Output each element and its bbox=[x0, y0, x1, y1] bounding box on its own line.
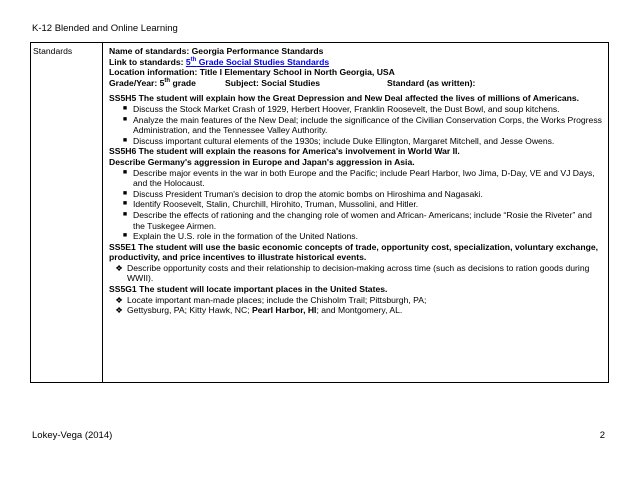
standards-link[interactable] bbox=[186, 57, 329, 67]
column-divider bbox=[102, 43, 103, 382]
grade-field bbox=[109, 78, 225, 89]
square-bullet-icon: ■ bbox=[122, 115, 128, 123]
last-item-bold: Pearl Harbor, HI bbox=[251, 305, 317, 316]
standards-name: Name of standards: Georgia Performance Standards bbox=[109, 46, 324, 56]
grade-sup: th bbox=[164, 77, 171, 84]
list-item-text: Discuss important cultural elements of the 1930s; include Duke Ellington, Margaret Mitchell, and Jesse Owens. bbox=[133, 135, 555, 146]
diamond-bullet-icon: ❖ bbox=[115, 294, 123, 305]
ss5h6-heading: SS5H6 The student will explain the reasons for America's involvement in World War II. bbox=[109, 146, 460, 157]
square-bullet-icon: ■ bbox=[122, 189, 128, 197]
list-item bbox=[117, 104, 605, 115]
standards-content bbox=[109, 46, 605, 316]
square-bullet-icon: ■ bbox=[122, 200, 128, 208]
list-item bbox=[117, 115, 605, 136]
list-item bbox=[117, 210, 605, 231]
list-item bbox=[111, 305, 605, 316]
list-item-text: Describe the effects of rationing and the changing role of women and African- Americans; include “Rosie the Riveter” and the Tuskegee Airmen. bbox=[133, 209, 592, 231]
list-item-text: Describe major events in the war in both Europe and the Pacific; include Pearl Harbor, Iwo Jima, D-Day, VE and VJ Days, and the Holocaust. bbox=[133, 167, 595, 189]
standards-table bbox=[30, 42, 609, 383]
grade-prefix: Grade/Year: 5 bbox=[109, 77, 165, 88]
diamond-bullet-icon: ❖ bbox=[115, 262, 123, 273]
link-sup: th bbox=[190, 56, 197, 63]
list-item bbox=[117, 189, 605, 200]
list-item-text: Locate important man-made places; include the Chisholm Trail; Pittsburgh, PA; bbox=[127, 294, 427, 305]
last-item-prefix: Gettysburg, PA; Kitty Hawk, NC; bbox=[127, 305, 252, 316]
square-bullet-icon: ■ bbox=[122, 168, 128, 176]
list-item-text: Identify Roosevelt, Stalin, Churchill, Hirohito, Truman, Mussolini, and Hitler. bbox=[133, 199, 419, 210]
list-item-text bbox=[127, 305, 605, 316]
standard-as-written: Standard (as written): bbox=[387, 77, 476, 88]
square-bullet-icon: ■ bbox=[122, 104, 128, 112]
list-item-text: Explain the U.S. role in the formation of the United Nations. bbox=[133, 231, 358, 242]
link-text: Grade Social Studies Standards bbox=[196, 56, 330, 67]
list-item bbox=[117, 231, 605, 242]
grade-subject-line bbox=[109, 78, 605, 89]
location-info: Location information: Title I Elementary School in North Georgia, USA bbox=[109, 67, 395, 78]
square-bullet-icon: ■ bbox=[122, 210, 128, 218]
standards-link-line bbox=[109, 57, 605, 68]
link-prefix: Link to standards: bbox=[109, 56, 186, 67]
square-bullet-icon: ■ bbox=[122, 136, 128, 144]
grade-rest: grade bbox=[170, 77, 196, 88]
page-number: 2 bbox=[599, 430, 605, 441]
list-item-text: Discuss the Stock Market Crash of 1929, Herbert Hoover, Franklin Roosevelt, the Dust Bowl, and soup kitchens. bbox=[133, 103, 560, 114]
ss5h6-subheading: Describe Germany's aggression in Europe and Japan's aggression in Asia. bbox=[109, 156, 415, 167]
list-item bbox=[117, 168, 605, 189]
ss5h5-heading: SS5H5 The student will explain how the Great Depression and New Deal affected the lives of millions of Americans. bbox=[109, 93, 580, 104]
subject-field: Subject: Social Studies bbox=[225, 77, 321, 88]
list-item-text: Describe opportunity costs and their relationship to decision-making across time (such as decisions to ration goods during WWII). bbox=[127, 262, 590, 284]
square-bullet-icon: ■ bbox=[122, 232, 128, 240]
diamond-bullet-icon: ❖ bbox=[115, 305, 123, 316]
list-item bbox=[111, 295, 605, 306]
ss5e1-heading: SS5E1 The student will use the basic economic concepts of trade, opportunity cost, specialization, voluntary exchange, productivity, and price incentives to illustrate historical events. bbox=[109, 241, 599, 263]
list-item bbox=[111, 263, 605, 284]
list-item-text: Analyze the main features of the New Deal; include the significance of the Civilian Conservation Corps, the Works Progress Administration, and the Tennessee Valley Authority. bbox=[133, 114, 602, 136]
footer-author: Lokey-Vega (2014) bbox=[32, 430, 113, 441]
document-header: K-12 Blended and Online Learning bbox=[32, 23, 178, 34]
list-item bbox=[117, 199, 605, 210]
row-label: Standards bbox=[33, 46, 73, 56]
link-grade: 5 bbox=[185, 56, 191, 67]
last-item-suffix: ; and Montgomery, AL. bbox=[316, 305, 403, 316]
list-item bbox=[117, 136, 605, 147]
list-item-text: Discuss President Truman's decision to drop the atomic bombs on Hiroshima and Nagasaki. bbox=[133, 188, 483, 199]
ss5g1-heading: SS5G1 The student will locate important places in the United States. bbox=[109, 284, 388, 295]
